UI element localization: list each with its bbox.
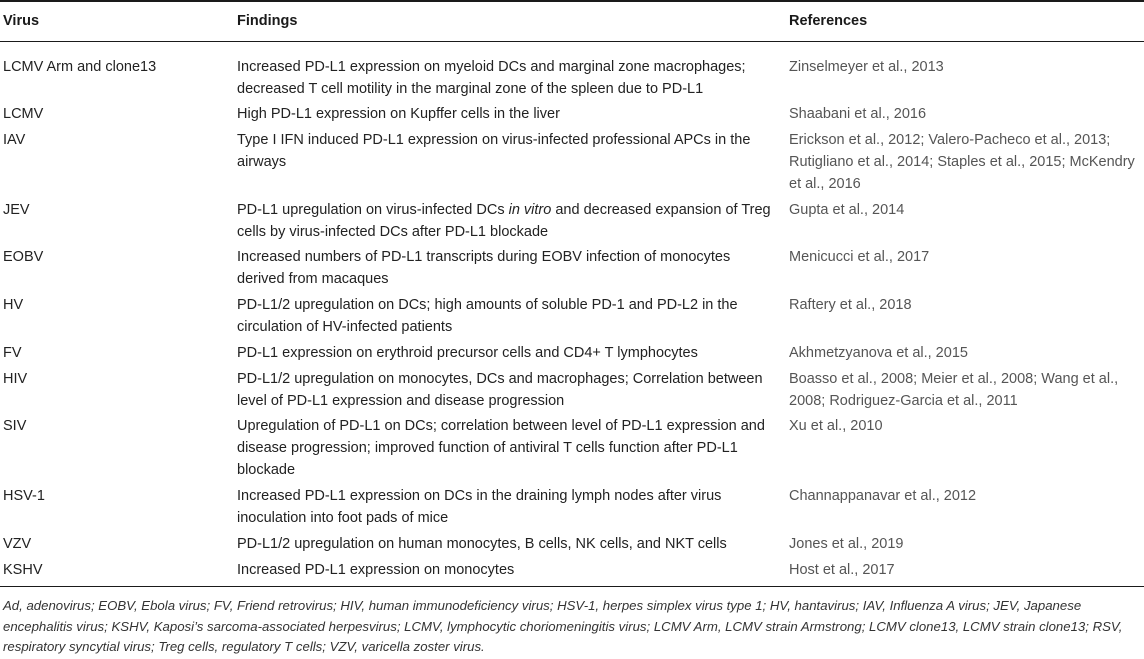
findings-text-end: and decreased expansion of Treg cells by virus-infected DCs after PD-L1 blockade (237, 202, 771, 240)
cell-findings: Type I IFN induced PD-L1 expression on virus-infected professional APCs in the airways (237, 132, 751, 170)
cell-findings: Upregulation of PD-L1 on DCs; correlation between level of PD-L1 expression and disease progression; improved function of antiviral T cells function after PD-L1 blockade (237, 418, 765, 478)
cell-findings: Increased numbers of PD-L1 transcripts during EOBV infection of monocytes derived from macaques (237, 249, 731, 287)
table-header-rule (0, 41, 1144, 42)
findings-text-start: PD-L1 upregulation on virus-infected DCs (237, 202, 509, 218)
cell-references: Menicucci et al., 2017 (789, 249, 930, 265)
cell-references: Akhmetzyanova et al., 2015 (789, 345, 968, 361)
cell-references: Gupta et al., 2014 (789, 202, 905, 218)
cell-references: Xu et al., 2010 (789, 418, 883, 434)
header-findings: Findings (237, 13, 298, 29)
table-bottom-rule (0, 586, 1144, 587)
cell-references: Host et al., 2017 (789, 562, 895, 578)
header-virus: Virus (3, 13, 40, 29)
cell-virus: HIV (3, 371, 28, 387)
cell-findings: PD-L1/2 upregulation on human monocytes, B cells, NK cells, and NKT cells (237, 536, 727, 552)
cell-references: Jones et al., 2019 (789, 536, 904, 552)
cell-virus: LCMV (3, 106, 44, 122)
table-footnote: Ad, adenovirus; EOBV, Ebola virus; FV, Friend retrovirus; HIV, human immunodeficiency virus; HSV-1, herpes simplex virus type 1; HV, hantavirus; IAV, Influenza A virus; JEV, Japanese encephalitis virus; KSHV, Kaposi’s sarcoma-associated herpesvirus; LCMV, lymphocytic choriomeningitis virus; LCMV Arm, LCMV strain Armstrong; LCMV clone13, LCMV strain clone13; RSV, respiratory syncytial virus; Treg cells, regulatory T cells; VZV, varicella zoster virus. (3, 598, 1123, 654)
cell-findings: Increased PD-L1 expression on myeloid DCs and marginal zone macrophages; decreased T cell motility in the marginal zone of the spleen due to PD-L1 (237, 59, 746, 97)
cell-findings (237, 199, 777, 243)
cell-virus: KSHV (3, 562, 43, 578)
cell-findings: Increased PD-L1 expression on DCs in the draining lymph nodes after virus inoculation into foot pads of mice (237, 488, 722, 526)
cell-references: Erickson et al., 2012; Valero-Pacheco et al., 2013; Rutigliano et al., 2014; Staples et al., 2015; McKendry et al., 2016 (789, 132, 1135, 192)
cell-findings: PD-L1 expression on erythroid precursor cells and CD4+ T lymphocytes (237, 345, 698, 361)
cell-findings: Increased PD-L1 expression on monocytes (237, 562, 515, 578)
cell-references: Boasso et al., 2008; Meier et al., 2008; Wang et al., 2008; Rodriguez-Garcia et al., 2011 (789, 371, 1119, 409)
cell-references: Raftery et al., 2018 (789, 297, 912, 313)
findings-italic-in-vitro: in vitro (508, 202, 552, 218)
header-references: References (789, 13, 868, 29)
cell-virus: VZV (3, 536, 32, 552)
cell-virus: HV (3, 297, 24, 313)
cell-virus: LCMV Arm and clone13 (3, 59, 157, 75)
cell-virus: SIV (3, 418, 27, 434)
cell-findings: PD-L1/2 upregulation on monocytes, DCs and macrophages; Correlation between level of PD-L1 expression and disease progression (237, 371, 763, 409)
cell-references: Shaabani et al., 2016 (789, 106, 927, 122)
cell-virus: IAV (3, 132, 26, 148)
table-top-rule (0, 0, 1144, 2)
cell-virus: HSV-1 (3, 488, 45, 504)
cell-findings: High PD-L1 expression on Kupffer cells in the liver (237, 106, 560, 122)
cell-virus: EOBV (3, 249, 44, 265)
cell-virus: FV (3, 345, 22, 361)
cell-findings: PD-L1/2 upregulation on DCs; high amounts of soluble PD-1 and PD-L2 in the circulation of HV-infected patients (237, 297, 738, 335)
cell-virus: JEV (3, 202, 30, 218)
cell-references: Zinselmeyer et al., 2013 (789, 59, 944, 75)
cell-references: Channappanavar et al., 2012 (789, 488, 977, 504)
